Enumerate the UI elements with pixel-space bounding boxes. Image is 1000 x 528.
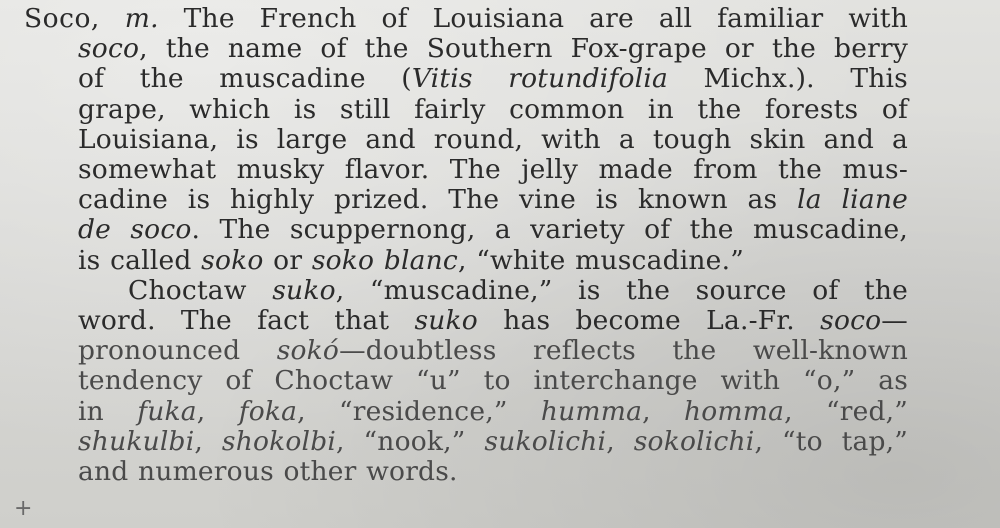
- italic-term: Vitis rotundifolia: [411, 63, 668, 95]
- entry-line-16: [24, 457, 908, 487]
- entry-line-13: [24, 366, 908, 396]
- text-run: —: [881, 305, 908, 337]
- text-run: Louisiana, is large and round, with a tough skin and a: [78, 123, 908, 155]
- headword: Soco,: [24, 3, 100, 34]
- text-run: or: [263, 244, 312, 276]
- text-run: , “residence,”: [297, 395, 541, 427]
- text-run: , “muscadine,” is the source of the: [335, 274, 908, 306]
- text-run: in: [78, 395, 138, 427]
- text-run: Michx.). This: [668, 63, 908, 95]
- italic-term: soco: [78, 33, 140, 65]
- entry-line-7: [24, 185, 908, 215]
- italic-term: soco: [820, 305, 882, 337]
- italic-term: shokolbi: [221, 425, 337, 457]
- text-run: has become La.-Fr.: [477, 305, 821, 337]
- text-run: The French of Louisiana are all familiar with: [158, 3, 909, 34]
- italic-term: soko blanc: [311, 244, 458, 276]
- text-run: ,: [194, 425, 222, 457]
- crosshair-mark: +: [14, 496, 33, 521]
- entry-line-3: [24, 64, 908, 94]
- text-run: is called: [78, 244, 202, 276]
- italic-term: humma: [540, 395, 643, 427]
- text-run: and numerous other words.: [78, 456, 458, 488]
- italic-term: fuka: [137, 395, 197, 427]
- text-run: , “white muscadine.”: [457, 244, 744, 276]
- entry-line-14: [24, 397, 908, 427]
- text-run: grape, which is still fairly common in the forests of: [78, 93, 908, 125]
- text-run: , “to tap,”: [754, 425, 908, 457]
- italic-term: homma: [683, 395, 785, 427]
- entry-line-15: [24, 427, 908, 457]
- entry-line-2: [24, 34, 908, 64]
- italic-term: sokolichi: [633, 425, 755, 457]
- text-run: word. The fact that: [78, 305, 415, 337]
- text-run: of the muscadine (: [78, 63, 412, 95]
- text-run: tendency of Choctaw “u” to interchange with “o,” as: [78, 365, 908, 397]
- text-run: . The scuppernong, a variety of the muscadine,: [191, 214, 908, 246]
- text-run: ,: [196, 395, 239, 427]
- text-run: , “red,”: [784, 395, 908, 427]
- italic-term: suko: [414, 305, 478, 337]
- text-run: ,: [642, 395, 684, 427]
- text-run: somewhat musky flavor. The jelly made from the mus-: [78, 154, 908, 186]
- text-run: , “nook,”: [336, 425, 485, 457]
- text-run: —doubtless reflects the well-known: [339, 335, 908, 367]
- text-run: pronounced: [78, 335, 277, 367]
- entry-line-9: [24, 246, 908, 276]
- entry-line-1: [24, 4, 908, 34]
- text-run: ,: [606, 425, 634, 457]
- gender-label: m.: [124, 3, 159, 34]
- entry-line-12: [24, 336, 908, 366]
- text-run: , the name of the Southern Fox-grape or the berry: [139, 33, 908, 65]
- italic-term: foka: [238, 395, 298, 427]
- text-run: Choctaw: [128, 274, 273, 306]
- italic-term: suko: [272, 274, 336, 306]
- italic-term: la liane: [797, 184, 908, 216]
- italic-term: soko: [201, 244, 264, 276]
- italic-term: sukolichi: [484, 425, 607, 457]
- entry-line-8: [24, 215, 908, 245]
- italic-term: de soco: [78, 214, 192, 246]
- text-run: cadine is highly prized. The vine is known as: [78, 184, 798, 216]
- italic-term: shukulbi: [78, 425, 195, 457]
- dictionary-entry: [24, 4, 908, 487]
- entry-line-10: [24, 276, 908, 306]
- entry-line-5: [24, 125, 908, 155]
- entry-line-11: [24, 306, 908, 336]
- entry-line-6: [24, 155, 908, 185]
- entry-line-4: [24, 95, 908, 125]
- italic-term: sokó: [276, 335, 340, 367]
